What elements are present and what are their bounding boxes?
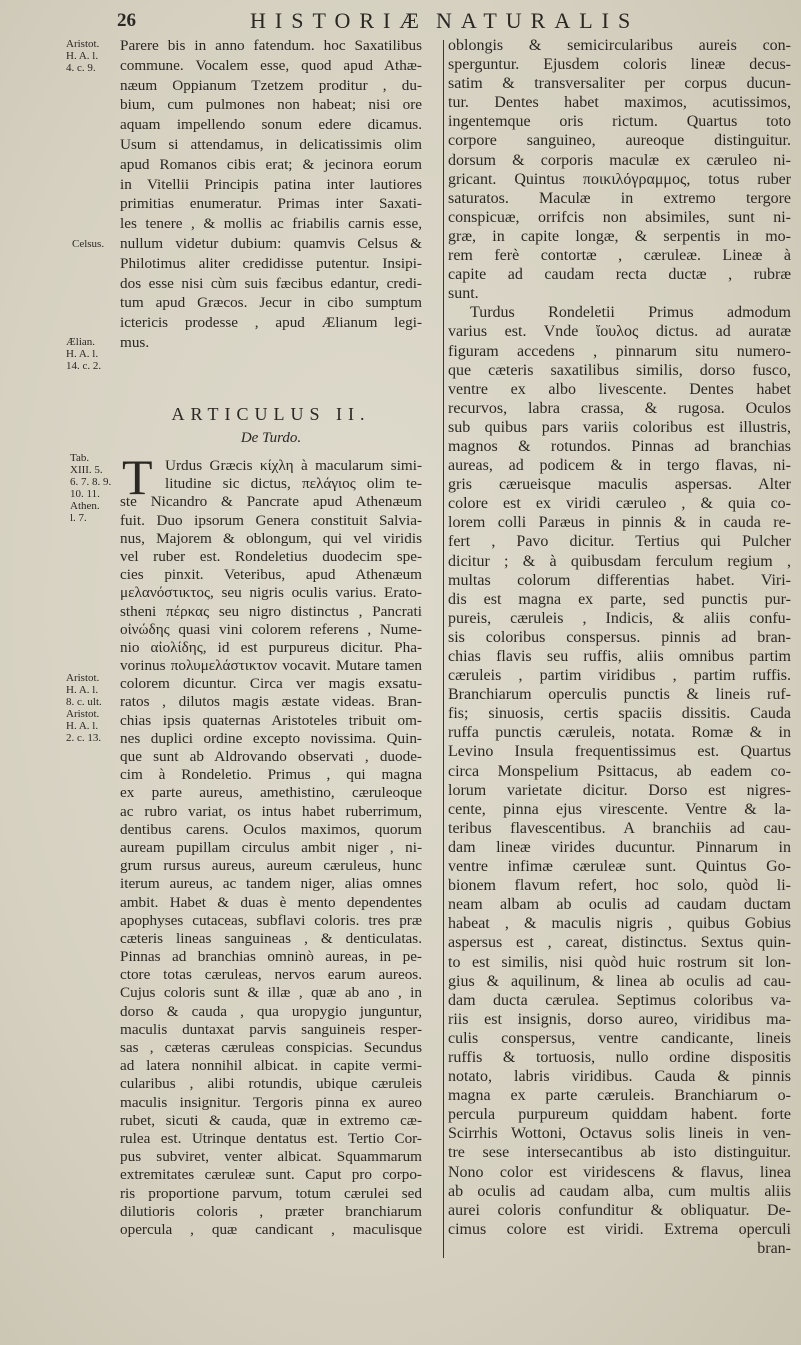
text-line: cente, pinna ejus virescente. Ventre & la-: [448, 800, 791, 818]
text-line: næum Oppianum Tzetzem proditur , du-: [120, 76, 422, 94]
text-line: cæruleis , partim viridibus , partim ruffis.: [448, 667, 791, 685]
text-line: sis coloribus conspersus. pinnis ad bran-: [448, 628, 791, 646]
text-line: nus, Majorem & oblongum, qui vel viridis: [120, 529, 422, 547]
text-line: aureas, ad podicem & in tergo flavas, ni-: [448, 457, 791, 475]
column-divider: [443, 40, 444, 1258]
margin-note-line: l. 7.: [70, 512, 87, 524]
text-line: dam ducta cærulea. Septimus coloribus va-: [448, 991, 791, 1009]
text-line: ex parte aureus, amethistino, cæruleoque: [120, 784, 422, 802]
text-line: Urdus Græcis κίχλη à macularum simi-: [165, 457, 422, 474]
text-line: dilutioris coloris , præter branchiarum: [120, 1202, 422, 1220]
text-line: ambit. Habet & duas è mento dependentes: [120, 893, 422, 911]
text-line: ab oculis ad caudam alba, cum multis aliis: [448, 1182, 791, 1200]
text-line: ventre infimæ cæruleæ sunt. Quintus Go-: [448, 858, 791, 876]
text-line: multas colorum differentias habet. Viri-: [448, 571, 791, 589]
text-line: Nono color est viridescens & flavus, linea: [448, 1163, 791, 1181]
text-line: tur. Dentes habet maximos, acutissimos,: [448, 94, 791, 112]
text-line: colorem dicuntur. Circa ver magis exsatu-: [120, 675, 422, 693]
page-number: 26: [117, 10, 136, 31]
text-line: habeat , & maculis nigris , quibus Gobius: [448, 915, 791, 933]
text-line: extremitates cæruleæ sunt. Caput pro corpo-: [120, 1166, 422, 1184]
margin-note-line: Aristot.: [66, 38, 100, 50]
right-column: [448, 36, 791, 1258]
text-line: lorum varietate dicitur. Dorso est nigres-: [448, 781, 791, 799]
text-line: percula purpureum quiddam habent. forte: [448, 1106, 791, 1124]
text-line: vel ruber est. Rondeletius duodecim spe-: [120, 547, 422, 565]
text-line: dorso & cauda , qua uropygio junguntur,: [120, 1002, 422, 1020]
text-line: mus.: [120, 333, 150, 351]
text-line: gius & aquilinum, & linea ab oculis ad cau-: [448, 972, 791, 990]
text-line: rem ferè contortæ , cæruleæ. Lineæ à: [448, 247, 791, 265]
text-line: bionem flavum refert, hoc solo, quòd li-: [448, 877, 791, 895]
drop-cap: T: [122, 449, 153, 505]
text-line: dam lineæ virides ducuntur. Pinnarum in: [448, 838, 791, 856]
text-line: les tenere , & mollis ac friabilis carnis esse,: [120, 215, 422, 233]
left-paragraph-1: [120, 36, 422, 353]
text-line: Branchiarum operculis punctis & lineis ruf-: [448, 686, 791, 704]
text-line: μελανόστικτος, seu nigris oculis varius. Erato-: [120, 584, 422, 602]
text-line: sub quibus pars variis coloribus est illustris,: [448, 418, 791, 436]
text-line: bran-: [757, 1239, 791, 1257]
text-line: sperguntur. Ejusdem coloris lineæ decus-: [448, 56, 791, 74]
text-line: magnos & rotundos. Pinnas ad branchias: [448, 437, 791, 455]
text-line: varius est. Vnde ἴουλος dictus. ad auratæ: [448, 323, 791, 341]
text-line: ctore totas cæruleas, nervos earum aureos.: [120, 966, 422, 984]
text-line: vorinus πολυμελάστικτον vocavit. Mutare tamen: [120, 657, 422, 675]
text-line: sunt.: [448, 285, 479, 303]
text-line: fert , Pavo dicitur. Tertius qui Pulcher: [448, 533, 791, 551]
text-line: nullum videtur dubium: quamvis Celsus &: [120, 234, 422, 252]
text-line: que sunt ab Aldrovando observati , duode-: [120, 748, 422, 765]
margin-note: [66, 38, 116, 74]
text-line: Levino Insula frequentissimus est. Quartus: [448, 743, 791, 761]
margin-note-line: Tab.: [70, 452, 90, 464]
text-line: pus subviret, venter albicat. Squammarum: [120, 1148, 422, 1166]
text-line: apophyses cutaceas, subflavi coloris. tres præ: [120, 911, 422, 929]
margin-note: [66, 336, 116, 372]
text-line: culis conspersus, ventre candicante, lineis: [448, 1029, 791, 1047]
text-line: ruffa punctis cæruleis, notata. Romæ & in: [448, 724, 791, 742]
text-line: Philotimus aliter credidisse putentur. Insipi-: [120, 254, 422, 272]
text-line: to est similis, nisi quòd huic rostrum sit lon-: [448, 953, 791, 971]
margin-note-line: H. A. l.: [66, 50, 99, 62]
text-line: in Vitellii Principis patina inter lautiores: [120, 175, 422, 193]
text-line: rulea est. Utrinque dentatus est. Tertio Cor-: [120, 1129, 422, 1147]
text-line: litudine sic dictus, πελάγιος olim te-: [165, 475, 422, 493]
text-line: gris cærueisque maculis aspersas. Alter: [448, 476, 791, 494]
text-line: dentibus carens. Oculos maximos, quorum: [120, 820, 422, 838]
text-line: commune. Vocalem esse, quod apud Athæ-: [120, 56, 422, 74]
margin-note-line: Aristot.: [66, 708, 100, 720]
margin-note: [66, 672, 116, 744]
margin-note: [72, 238, 122, 250]
margin-note-line: Celsus.: [72, 238, 105, 250]
text-line: saturatos. Maculæ in extremo tergore: [448, 189, 791, 207]
text-line: bium, cum pulmones non habeat; nisi ore: [120, 96, 422, 114]
text-line: lorem colli Paræus in pinnis & in cauda re-: [448, 514, 791, 532]
text-line: Scirrhis Wottoni, Octavus solis lineis in ven-: [448, 1125, 791, 1143]
margin-note-line: 14. c. 2.: [66, 360, 102, 372]
margin-note-line: H. A. l.: [66, 684, 99, 696]
margin-note-line: 10. 11.: [70, 488, 100, 500]
margin-note-line: 6. 7. 8. 9.: [70, 476, 112, 488]
text-line: apud Romanos cibis erat; & jecinora eorum: [120, 155, 422, 173]
margin-note: [70, 452, 120, 524]
text-line: primitias enumeratur. Primas inter Saxati-: [120, 195, 422, 213]
text-line: ictericis prodesse , apud Ælianum legi-: [120, 314, 422, 332]
text-line: græ, in capite longæ, & serpentis in mo-: [448, 227, 791, 245]
text-line: teribus flavescentibus. A branchiis ad cau-: [448, 819, 791, 837]
margin-note-line: H. A. l.: [66, 348, 99, 360]
text-line: maculis duntaxat parvis sanguineis resper-: [120, 1020, 422, 1038]
text-line: dis est magna ex parte, sed punctis pur-: [448, 590, 791, 608]
text-line: que cæteris saxatilibus similis, dorso fusco,: [448, 361, 791, 379]
text-line: capite ad caudam recta ductæ , rubræ: [448, 266, 791, 284]
text-line: nio αἰολίδης, id est purpureus dicitur. Pha-: [120, 638, 422, 656]
article-subtitle: De Turdo.: [240, 430, 302, 446]
text-line: ad latera nonnihil albicat. in capite vermi-: [120, 1057, 422, 1075]
margin-note-line: 8. c. ult.: [66, 696, 102, 708]
text-line: neam albam ab oculis ad caudam ductam: [448, 896, 791, 914]
text-line: maculis insignitur. Tergoris pinna ex aureo: [120, 1093, 422, 1111]
text-line: oblongis & semicircularibus aureis con-: [448, 37, 791, 54]
text-line: magna ex parte cæruleis. Branchiarum o-: [448, 1087, 791, 1105]
text-line: colore est ex viridi cæruleo , & quia co-: [448, 495, 791, 513]
text-line: dorsum & corporis maculæ ex cæruleo ni-: [448, 151, 791, 169]
text-line: chias ipsis quaternas Aristoteles tribuit om-: [120, 711, 422, 729]
text-line: Cujus coloris sunt & illæ , quæ ab ano , in: [120, 984, 422, 1002]
text-line: iterum aureus, ac tandem niger, alias omnes: [120, 875, 422, 893]
margin-note-line: XIII. 5.: [70, 464, 103, 476]
text-line: figuram accedens , pinnarum situ numero-: [448, 342, 791, 360]
margin-note-line: Athen.: [70, 500, 100, 512]
text-line: ac rubro variat, os intus habet ruberrimum,: [120, 802, 422, 820]
text-line: dicitur ; & à quibusdam ferculum regium ,: [448, 552, 791, 570]
text-line: fis; sinuosis, certis spaciis dissitis. Cauda: [448, 705, 791, 723]
text-line: rubet, sicuti & cauda, quæ in extremo cæ-: [120, 1111, 422, 1129]
text-line: gricant. Quintus ποικιλόγραμμος, totus ruber: [448, 170, 791, 188]
text-line: sas , cæteras cæruleas conspicias. Secundus: [120, 1039, 422, 1056]
text-line: οἰνώδης quasi vini colorem referens , Nume-: [120, 620, 422, 638]
text-line: nes duplici ordine excepto novissima. Quin-: [120, 729, 422, 747]
text-line: ris proportione parvum, totum cærulei sed: [120, 1184, 422, 1202]
text-line: satim & transversaliter per corpus ducun-: [448, 75, 791, 93]
text-line: fuit. Duo ipsorum Genera constituit Salvia-: [120, 511, 422, 529]
text-line: corpore sanguineo, aureoque distinguitur.: [448, 132, 791, 150]
text-line: riis est insignis, dorso aureo, viridibus ma-: [448, 1010, 791, 1028]
text-line: Turdus Rondeletii Primus admodum: [470, 304, 791, 322]
text-line: ingentemque oris rictum. Quartus toto: [448, 113, 791, 131]
text-line: ventre ex albo livescente. Dentes habet: [448, 380, 791, 398]
text-line: tre sese intersecantibus ab isto distinguitur.: [448, 1144, 791, 1162]
text-line: dos esse nisi cùm suis fæcibus edantur, credi-: [120, 274, 422, 292]
article-heading: ARTICULUS II.: [171, 404, 371, 424]
text-line: cimus colore est viridi. Extrema operculi: [448, 1220, 791, 1238]
text-line: ratos , dilutos magis æstate videas. Bran-: [120, 693, 422, 711]
margin-note-line: Ælian.: [66, 336, 96, 348]
text-line: cim à Rondeletio. Primus , qui magna: [120, 766, 422, 784]
text-line: cies pinxit. Veteribus, apud Athenæum: [120, 566, 422, 584]
text-line: aquam impellendo sonum edere dicamus.: [120, 116, 422, 134]
text-line: Pinnas ad branchias omninò aureas, in pe-: [120, 948, 422, 966]
text-line: pureis, cæruleis , Indicis, & aliis confu-: [448, 609, 791, 627]
text-line: tum apud Græcos. Jecur in cibo sumptum: [120, 294, 422, 312]
text-line: notato, labris viridibus. Cauda & pinnis: [448, 1068, 791, 1086]
running-title-left: HISTORIÆ: [250, 8, 428, 33]
left-paragraph-2: [120, 457, 422, 1239]
text-line: circa Monspelium Psittacus, ab eadem co-: [448, 762, 791, 780]
text-line: cularibus , alibi rotundis, ubique cæruleis: [120, 1075, 422, 1093]
text-line: Parere bis in anno fatendum. hoc Saxatilibus: [120, 37, 422, 54]
text-line: cæteris lineas sanguineas , & denticulatas.: [120, 929, 422, 947]
margin-note-line: 2. c. 13.: [66, 732, 102, 744]
text-line: opercula , quæ candicant , maculisque: [120, 1220, 422, 1238]
running-title-right: NATURALIS: [436, 8, 640, 33]
text-line: chias flavis seu ruffis, aliis omnibus partim: [448, 648, 791, 665]
margin-note-line: 4. c. 9.: [66, 62, 96, 74]
text-line: aspersus est , careat, distinctus. Sextus quin-: [448, 934, 791, 952]
text-line: ruffis & tortuosis, nullo ordine dispositis: [448, 1048, 791, 1066]
text-line: aurei coloris confunditur & obliquatur. De-: [448, 1201, 791, 1219]
text-line: conspicuæ, orrifcis non absimiles, sunt ni-: [448, 208, 791, 226]
text-line: stheni πέρκας seu nigro distinctus , Pancrati: [120, 602, 422, 620]
text-line: ste Nicandro & Pancrate apud Athenæum: [120, 493, 422, 511]
text-line: Usum si attendamus, in delicatissimis olim: [120, 135, 422, 153]
text-line: auream pupillam circulus ambit niger , ni-: [120, 838, 422, 856]
text-line: grum rursus aureus, aureum cæruleus, hunc: [120, 857, 422, 875]
margin-note-line: H. A. l.: [66, 720, 99, 732]
text-line: recurvos, labra crassa, & rugosa. Oculos: [448, 399, 791, 417]
margin-note-line: Aristot.: [66, 672, 100, 684]
